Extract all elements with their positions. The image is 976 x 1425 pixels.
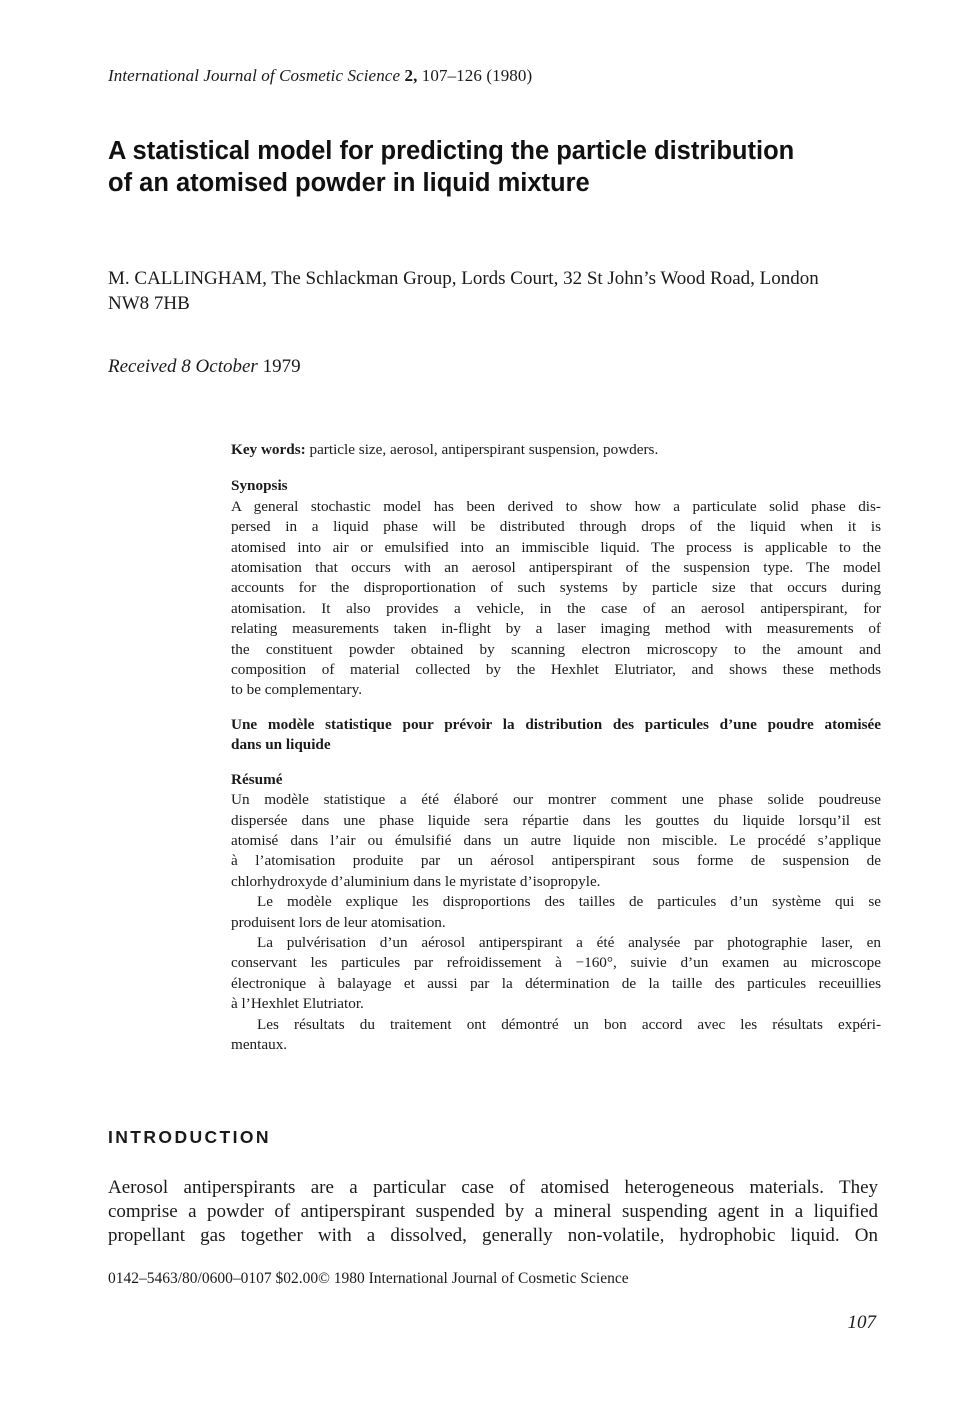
synopsis-line: atomisation. It also provides a vehicle, in the case of an aerosol antiperspirant, for	[231, 599, 881, 617]
resume-line: Le modèle explique les disproportions des tailles de particules d’un système qui se	[257, 893, 881, 911]
resume-paragraph-2	[231, 892, 881, 933]
synopsis-line: persed in a liquid phase will be distributed through drops of the liquid when it is	[231, 518, 881, 536]
resume-line: électronique à balayage et aussi par la détermination de la taille des particules receuillies	[231, 974, 881, 992]
received-label: Received 8 October	[108, 356, 258, 377]
author-line: M. CALLINGHAM, The Schlackman Group, Lords Court, 32 St John’s Wood Road, London	[108, 268, 819, 289]
keywords-label: Key words:	[231, 441, 306, 458]
introduction-text	[108, 1176, 878, 1248]
french-title-line: Une modèle statistique pour prévoir la distribution des particules d’une poudre atomisée	[231, 715, 881, 733]
abstract-section	[231, 440, 881, 1055]
synopsis-line: accounts for the disproportionation of such systems by particle size that occurs during	[231, 579, 881, 597]
page-number: 107	[847, 1312, 876, 1333]
introduction-line: propellant gas together with a dissolved, generally non-volatile, hydrophobic liquid. On	[108, 1225, 878, 1246]
resume-line: à l’Hexhlet Elutriator.	[231, 995, 364, 1013]
introduction-line: Aerosol antiperspirants are a particular case of atomised heterogeneous materials. They	[108, 1177, 878, 1198]
synopsis-line: composition of material collected by the Hexhlet Elutriator, and shows these methods	[231, 661, 881, 679]
resume-line: chlorhydroxyde d’aluminium dans le myristate d’isopropyle.	[231, 872, 601, 890]
synopsis-line: atomisation that occurs with an aerosol antiperspirant of the suspension type. The model	[231, 559, 881, 577]
resume-line: mentaux.	[231, 1035, 288, 1053]
author-affiliation	[108, 266, 883, 316]
french-title	[231, 715, 881, 756]
resume-paragraph-4	[231, 1015, 881, 1056]
copyright-line: 0142–5463/80/0600–0107 $02.00© 1980 International Journal of Cosmetic Science	[108, 1270, 629, 1287]
synopsis-line: the constituent powder obtained by scanning electron microscopy to the amount and	[231, 640, 881, 658]
journal-name: International Journal of Cosmetic Science	[108, 66, 401, 85]
journal-volume: 2,	[404, 66, 418, 85]
journal-citation	[108, 66, 532, 86]
synopsis-line: relating measurements taken in-flight by a laser imaging method with measurements of	[231, 620, 881, 638]
title-line: of an atomised powder in liquid mixture	[108, 169, 590, 197]
resume-paragraph-3	[231, 933, 881, 1015]
title-line: A statistical model for predicting the particle distribution	[108, 137, 795, 165]
resume-line: conservant les particules par refroidissement à −160°, suivie d’un examen au microscope	[231, 954, 881, 972]
resume-paragraph-1	[231, 790, 881, 892]
synopsis-text	[231, 497, 881, 701]
resume-line: produisent lors de leur atomisation.	[231, 913, 446, 931]
article-title	[108, 135, 898, 199]
author-line: NW8 7HB	[108, 293, 190, 314]
synopsis-line: atomised into air or emulsified into an immiscible liquid. The process is applicable to the	[231, 538, 881, 556]
resume-line: Un modèle statistique a été élaboré our montrer comment une phase solide poudreuse	[231, 791, 881, 809]
resume-line: à l’atomisation produite par un aérosol antiperspirant sous forme de suspension de	[231, 852, 881, 870]
resume-line: La pulvérisation d’un aérosol antiperspirant a été analysée par photographie laser, en	[257, 933, 881, 951]
introduction-line: comprise a powder of antiperspirant suspended by a mineral suspending agent in a liquified	[108, 1201, 878, 1222]
resume-line: Les résultats du traitement ont démontré un bon accord avec les résultats expéri-	[257, 1015, 881, 1033]
journal-pages-year: 107–126 (1980)	[421, 66, 533, 85]
synopsis-heading: Synopsis	[231, 477, 288, 495]
keywords-text: particle size, aerosol, antiperspirant suspension, powders.	[309, 441, 659, 458]
resume-line: atomisé dans l’air ou émulsifié dans un autre liquide non miscible. Le procédé s’applique	[231, 831, 881, 849]
synopsis-line: A general stochastic model has been derived to show how a particulate solid phase dis-	[231, 497, 881, 515]
keywords	[231, 440, 881, 460]
synopsis-line: to be complementary.	[231, 681, 363, 699]
received-year: 1979	[262, 356, 301, 377]
french-title-line: dans un liquide	[231, 736, 331, 754]
received-date	[108, 356, 301, 378]
introduction-heading: INTRODUCTION	[108, 1127, 271, 1147]
resume-heading: Résumé	[231, 770, 283, 788]
resume-line: dispersée dans une phase liquide sera répartie dans les gouttes du liquide lorsqu’il est	[231, 811, 881, 829]
